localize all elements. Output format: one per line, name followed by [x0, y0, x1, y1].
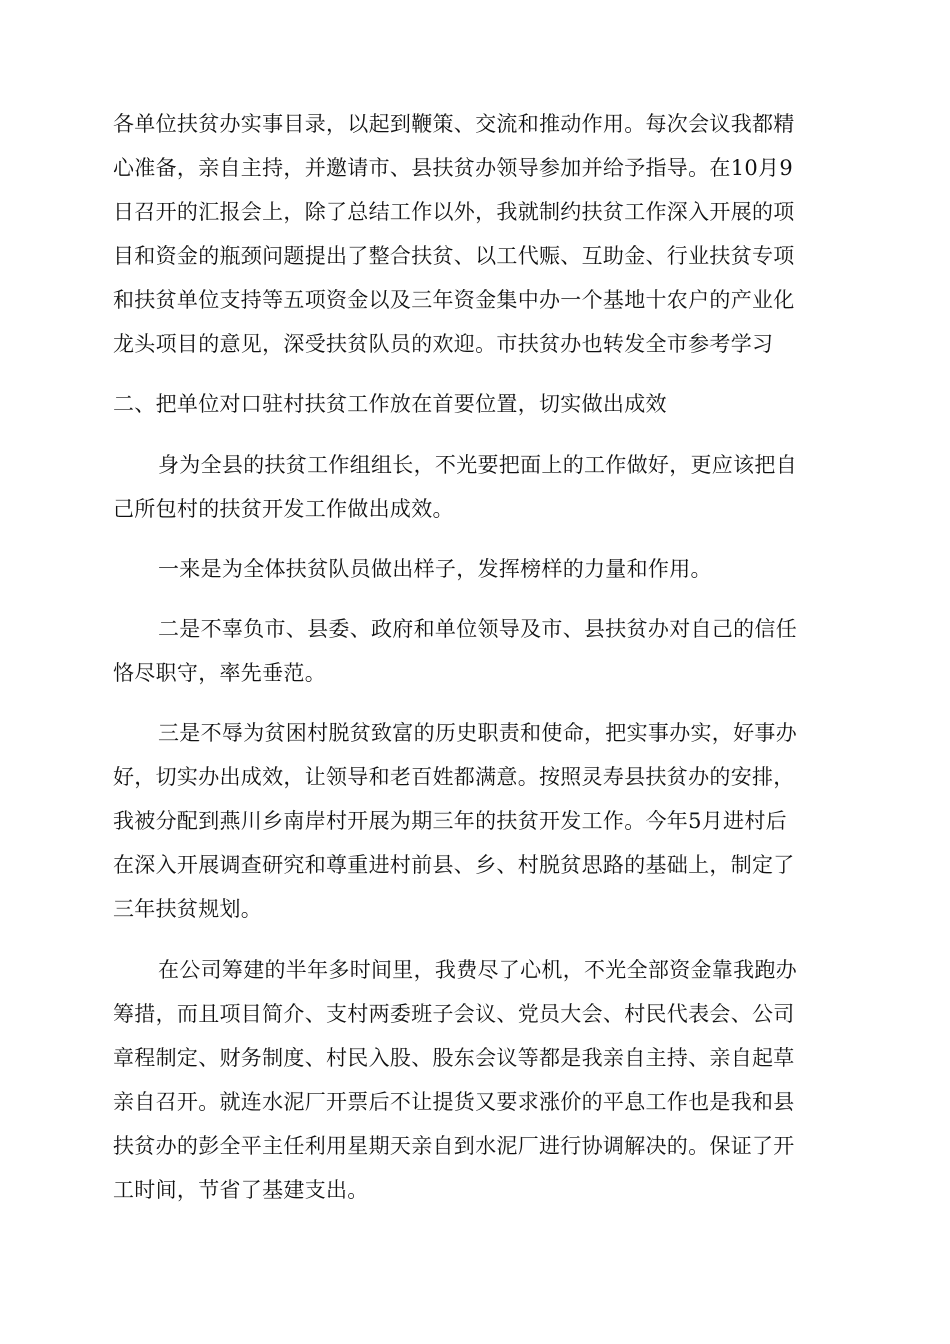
text-line: 筹措，而且项目简介、支村两委班子会议、党员大会、村民代表会、公司: [113, 1002, 795, 1026]
text-line: 和扶贫单位支持等五项资金以及三年资金集中办一个基地十农户的产业化: [113, 288, 795, 312]
text-line: 三是不辱为贫困村脱贫致富的历史职责和使命，把实事办实，好事办: [158, 721, 797, 745]
text-line: 一来是为全体扶贫队员做出样子，发挥榜样的力量和作用。: [158, 557, 712, 581]
text-line: 三年扶贫规划。: [113, 897, 263, 921]
text-line: 工时间，节省了基建支出。: [113, 1178, 369, 1202]
text-line: 日召开的汇报会上，除了总结工作以外，我就制约扶贫工作深入开展的项: [113, 200, 795, 224]
text-line: 目和资金的瓶颈问题提出了整合扶贫、以工代赈、互助金、行业扶贫专项: [113, 244, 795, 268]
text-line: 扶贫办的彭全平主任利用星期天亲自到水泥厂进行协调解决的。保证了开: [113, 1134, 795, 1158]
text-line: 恪尽职守，率先垂范。: [113, 661, 326, 685]
section-heading: 二、把单位对口驻村扶贫工作放在首要位置，切实做出成效: [113, 392, 667, 416]
text-line: 在公司筹建的半年多时间里，我费尽了心机，不光全部资金靠我跑办: [158, 958, 797, 982]
text-line: 我被分配到燕川乡南岸村开展为期三年的扶贫开发工作。今年5月进村后: [113, 809, 787, 833]
text-line: 己所包村的扶贫开发工作做出成效。: [113, 497, 454, 521]
text-line: 二是不辜负市、县委、政府和单位领导及市、县扶贫办对自己的信任: [158, 617, 797, 641]
text-line: 好，切实办出成效，让领导和老百姓都满意。按照灵寿县扶贫办的安排，: [113, 765, 795, 789]
text-line: 各单位扶贫办实事目录，以起到鞭策、交流和推动作用。每次会议我都精: [113, 112, 795, 136]
text-line: 心准备，亲自主持，并邀请市、县扶贫办领导参加并给予指导。在10月9: [113, 156, 793, 180]
text-line: 身为全县的扶贫工作组组长，不光要把面上的工作做好，更应该把自: [158, 453, 797, 477]
text-line: 龙头项目的意见，深受扶贫队员的欢迎。市扶贫办也转发全市参考学习: [113, 332, 774, 356]
text-line: 在深入开展调查研究和尊重进村前县、乡、村脱贫思路的基础上，制定了: [113, 853, 795, 877]
text-line: 章程制定、财务制度、村民入股、股东会议等都是我亲自主持、亲自起草: [113, 1046, 795, 1070]
text-line: 亲自召开。就连水泥厂开票后不让提货又要求涨价的平息工作也是我和县: [113, 1090, 795, 1114]
